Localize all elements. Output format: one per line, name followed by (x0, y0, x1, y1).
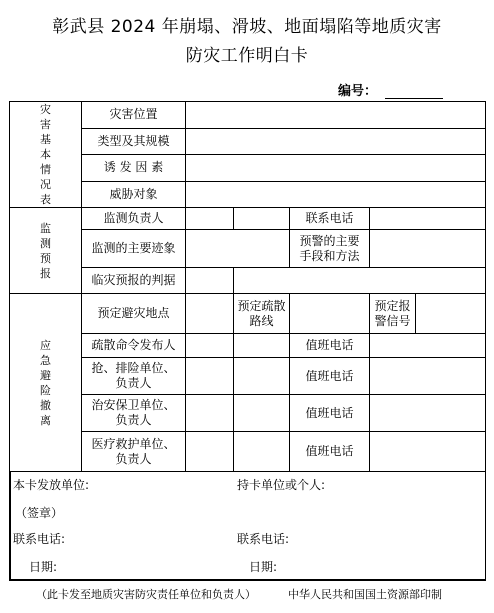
value-monitor-contact[interactable] (370, 208, 486, 230)
card-number-label: 编号： (338, 84, 378, 99)
evac-route-line-2: 路线 (249, 313, 274, 328)
label-duty-phone-4: 值班电话 (290, 432, 370, 472)
medical-unit-line-2: 负责人 (115, 451, 152, 466)
value-evac-route[interactable] (290, 294, 370, 334)
label-medical-unit (82, 432, 186, 472)
label-warn-method (290, 230, 370, 268)
value-medical-unit-b[interactable] (234, 432, 290, 472)
section-monitoring: 监测预报 (10, 208, 82, 294)
value-type-scale[interactable] (186, 128, 486, 155)
value-evac-order-issuer-b[interactable] (234, 334, 290, 358)
label-evac-route (234, 294, 290, 334)
value-duty-phone-4[interactable] (370, 432, 486, 472)
value-shelter-location[interactable] (186, 294, 234, 334)
value-monitor-person-b[interactable] (234, 208, 290, 230)
title-line-2: 防灾工作明白卡 (185, 46, 309, 66)
label-shelter-location: 预定避灾地点 (82, 294, 186, 334)
holder-label: 持卡单位或个人: (237, 478, 326, 492)
value-warn-method[interactable] (370, 230, 486, 268)
value-alarm-signal[interactable] (416, 294, 486, 334)
issuer-contact-label: 联系电话: (13, 532, 66, 546)
label-security-unit (82, 395, 186, 432)
footer-publisher: 中华人民共和国国土资源部印制 (288, 588, 442, 601)
rescue-unit-line-2: 负责人 (115, 376, 152, 390)
label-rescue-unit (82, 358, 186, 395)
info-card-table (9, 101, 486, 581)
value-rescue-unit-a[interactable] (186, 358, 234, 395)
warn-method-line-2: 手段和方法 (299, 248, 360, 263)
value-duty-phone-2[interactable] (370, 358, 486, 395)
value-threat[interactable] (186, 181, 486, 208)
value-monitor-person-a[interactable] (186, 208, 234, 230)
evac-route-line-1: 预定疏散 (237, 298, 286, 313)
label-cause: 诱 发 因 素 (82, 155, 186, 182)
label-forecast-criteria: 临灾预报的判据 (82, 268, 186, 294)
medical-unit-line-1: 医疗救护单位、 (91, 436, 176, 451)
label-duty-phone-1: 值班电话 (290, 334, 370, 358)
security-unit-line-1: 治安保卫单位、 (91, 398, 176, 412)
value-medical-unit-a[interactable] (186, 432, 234, 472)
label-duty-phone-3: 值班电话 (290, 395, 370, 432)
card-number (338, 80, 443, 99)
value-duty-phone-1[interactable] (370, 334, 486, 358)
stamp-label: （签章） (15, 506, 64, 520)
value-monitor-signs[interactable] (186, 230, 290, 268)
alarm-signal-line-1: 预定报 (374, 298, 411, 313)
label-type-scale: 类型及其规模 (82, 128, 186, 155)
value-cause[interactable] (186, 155, 486, 182)
issuer-date-label: 日期: (29, 560, 58, 574)
label-duty-phone-2: 值班电话 (290, 358, 370, 395)
alarm-signal-line-2: 警信号 (374, 313, 411, 328)
value-forecast-criteria-b[interactable] (234, 268, 486, 294)
label-monitor-person: 监测负责人 (82, 208, 186, 230)
warn-method-line-1: 预警的主要 (299, 233, 360, 248)
value-forecast-criteria-a[interactable] (186, 268, 234, 294)
issuance-form-cell (10, 472, 486, 581)
rescue-unit-line-1: 抢、排险单位、 (91, 361, 176, 375)
label-alarm-signal (370, 294, 416, 334)
value-duty-phone-3[interactable] (370, 395, 486, 432)
holder-date-label: 日期: (249, 560, 278, 574)
label-monitor-signs: 监测的主要迹象 (82, 230, 186, 268)
label-evac-order-issuer: 疏散命令发布人 (82, 334, 186, 358)
title-line-1: 彰武县 2024 年崩塌、滑坡、地面塌陷等地质灾害 (52, 17, 442, 37)
holder-contact-label: 联系电话: (237, 532, 290, 546)
issuer-label: 本卡发放单位: (13, 478, 90, 492)
issuance-form (10, 472, 486, 580)
section-evacuation: 应急避险撤离 (10, 294, 82, 472)
value-evac-order-issuer-a[interactable] (186, 334, 234, 358)
security-unit-line-2: 负责人 (115, 413, 152, 427)
section-basic-info: 灾害基本情况表 (10, 102, 82, 208)
footer-note: （此卡发至地质灾害防灾责任单位和负责人） (36, 588, 256, 601)
label-location: 灾害位置 (82, 102, 186, 129)
label-monitor-contact: 联系电话 (290, 208, 370, 230)
value-security-unit-a[interactable] (186, 395, 234, 432)
value-rescue-unit-b[interactable] (234, 358, 290, 395)
label-threat: 威胁对象 (82, 181, 186, 208)
value-security-unit-b[interactable] (234, 395, 290, 432)
value-location[interactable] (186, 102, 486, 129)
card-number-field[interactable] (385, 84, 443, 99)
